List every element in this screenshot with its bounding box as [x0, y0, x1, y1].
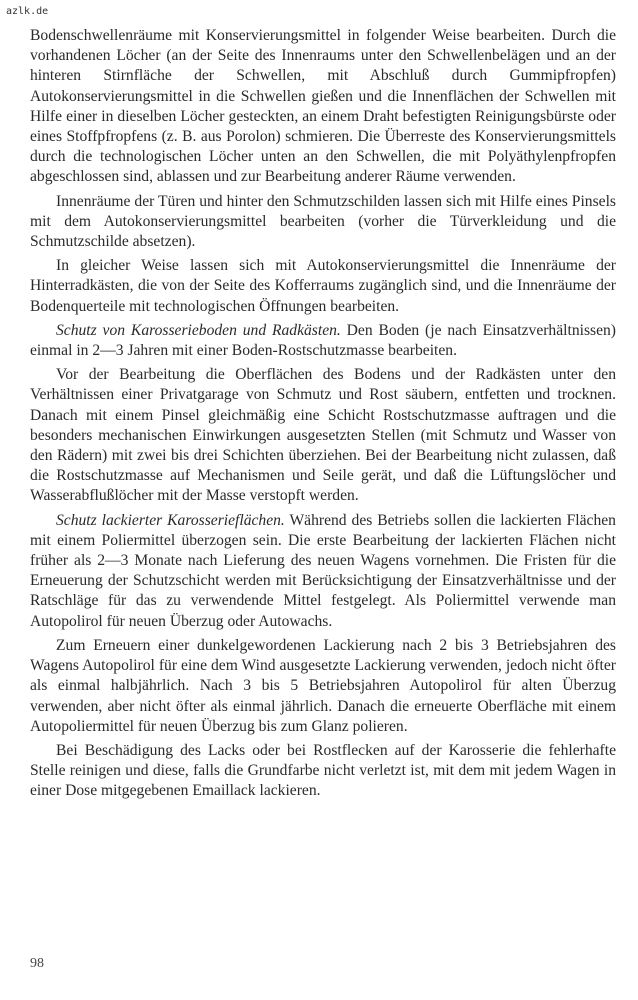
- section-heading-paint: Schutz lackierter Karosserieflächen.: [56, 511, 285, 529]
- paragraph-text: Vor der Bearbeitung die Oberflächen des Bodens und der Radkästen unter den Verhältnissen einer Privatgarage von Schmutz und Rost säubern, entfetten und trocknen. Danach mit einem Pinsel gleichmäßig eine Schicht Rostschutzmasse auftragen und die besonders mechanischen Einwirkungen ausgesetzten Stellen (mit Schmutz und Wasser von den Rädern) mit zwei bis drei Schichten überziehen. Bei der Bearbeitung nicht zulassen, daß die Rostschutzmasse auf Mechanismen und Seile gerät, und daß die Lüftungslöcher und Wasserabflußlöcher mit der Masse verstopft werden.: [30, 366, 616, 505]
- page-number: 98: [30, 956, 44, 971]
- paragraph-3: [30, 256, 616, 317]
- paragraph-text: Während des Betriebs sollen die lackierten Flächen mit einem Poliermittel überzogen sein. Die erste Bearbeitung der lackierten Flächen nicht früher als 2—3 Monate nach Lieferung des neuen Wagens vornehmen. Die Fristen für die Erneuerung der Schutzschicht werden mit Berücksichtigung der Einsatzverhältnisse und der Ratschläge für das zu verwendende Mittel festgelegt. Als Poliermittel verwende man Autopolirol für neuen Überzug oder Autowachs.: [30, 511, 616, 630]
- paragraph-1: [30, 26, 616, 188]
- watermark: azlk.de: [6, 6, 49, 17]
- paragraph-text: Den Boden (je nach Einsatzverhältnissen) einmal in 2—3 Jahren mit einer Boden-Rostschutzmasse bearbeiten.: [30, 321, 616, 360]
- paragraph-8: [30, 741, 616, 802]
- paragraph-text: Innenräume der Türen und hinter den Schmutzschilden lassen sich mit Hilfe eines Pinsels mit dem Autokonservierungsmittel bearbeiten (vorher die Türverkleidung und die Schmutzschilde absetzen).: [30, 192, 616, 251]
- paragraph-text: Bodenschwellenräume mit Konservierungsmittel in folgender Weise bearbeiten. Durch die vorhandenen Löcher (an der Seite des Innenraums unter den Schwellenbelägen und an der hinteren Stirnfläche der Schwellen, mit Abschluß durch Gummipfropfen) Autokonservierungsmittel in die Schwellen gießen und die Innenflächen der Schwellen mit Hilfe einer in dieselben Löcher gesteckten, an einem Draht befestigten Reinigungsbürste oder eines Stoffpfropfens (z. B. aus Porolon) schmieren. Die Überreste des Konservierungsmittels durch die technologischen Löcher unten an den Schwellen, die mit Polyäthylenpfropfen abgeschlossen sind, ablassen und zur Bearbeitung anderer Räume verwenden.: [30, 27, 616, 186]
- paragraph-6: [30, 511, 616, 632]
- page-body: [30, 26, 616, 806]
- paragraph-text: Zum Erneuern einer dunkelgewordenen Lackierung nach 2 bis 3 Betriebsjahren des Wagens Autopolirol für eine dem Wind ausgesetzte Lackierung verwenden, jedoch nicht öfter als einmal halbjährlich. Nach 3 bis 5 Betriebsjahren Autopolirol für alten Überzug verwenden, aber nicht öfter als einmal jährlich. Danach die erneuerte Oberfläche mit einem Autopoliermittel für neuen Überzug bis zum Glanz polieren.: [30, 636, 616, 735]
- paragraph-5: [30, 365, 616, 506]
- paragraph-4: [30, 321, 616, 361]
- paragraph-7: [30, 636, 616, 737]
- paragraph-text: In gleicher Weise lassen sich mit Autokonservierungsmittel die Innenräume der Hinterradkästen, die von der Seite des Kofferraums zugänglich sind, und die Innenräume der Bodenquerteile mit technologischen Öffnungen bearbeiten.: [30, 257, 616, 315]
- paragraph-2: [30, 192, 616, 253]
- section-heading-floor: Schutz von Karosserieboden und Radkästen.: [56, 321, 341, 339]
- paragraph-text: Bei Beschädigung des Lacks oder bei Rostflecken auf der Karosserie die fehlerhafte Stelle reinigen und diese, falls die Grundfarbe nicht verletzt ist, mit dem mit jedem Wagen in einer Dose mitgegebenen Emaillack lackieren.: [30, 741, 616, 800]
